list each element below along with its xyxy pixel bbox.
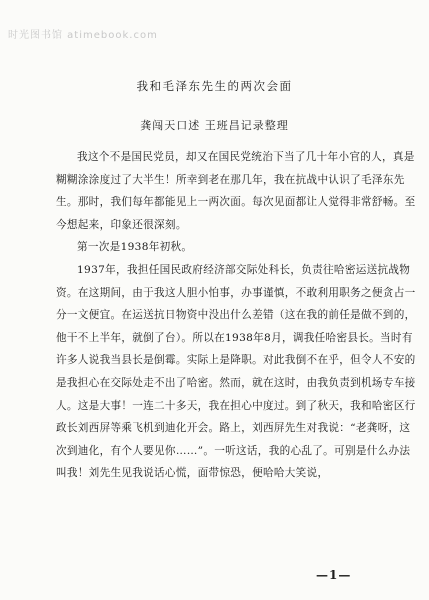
- page-number: —1—: [316, 568, 352, 582]
- watermark: 时光图书馆 atimebook.com: [8, 30, 158, 41]
- paragraph-2: 第一次是1938年初秋。: [77, 241, 193, 254]
- document-title: 我和毛泽东先生的两次会面: [136, 79, 293, 93]
- document-body: [56, 146, 416, 485]
- paragraph-1: 我这个不是国民党员，却又在国民党统治下当了几十年小官的人，真是糊糊涂涂度过了大半生！所幸到老在那几年，我在抗战中认识了毛泽东先生。那时，我们每年都能见上一两次面。每次见面都让人觉得非常舒畅。至今想起来，印象还很深刻。: [56, 151, 416, 231]
- document-subtitle: 龚闯天口述 王班昌记录整理: [140, 119, 289, 132]
- paragraph-3: 1937年，我担任国民政府经济部交际处科长，负责往哈密运送抗战物资。在这期间，由于我这人胆小怕事，办事谨慎，不敢利用职务之便贪占一分一文便宜。在运送抗日物资中没出什么差错（这在我的前任是做不到的，他干不上半年，就倒了台）。所以在1938年8月，调我任哈密县长。当时有许多人说我当县长是倒霉。实际上是降职。对此我倒不在乎，但令人不安的是我担心在交际处走不出了哈密。然而，就在这时，由我负责到机场专车接人。这是大事！一连二十多天，我在担心中度过。到了秋天，我和哈密区行政长刘西屏等乘飞机到迪化开会。路上，刘西屏先生对我说：“老龚呀，这次到迪化，有个人要见你……”。一听这话，我的心乱了。可别是什么办法叫我！刘先生见我说话心慌，面带惊恐，便哈哈大笑说，: [56, 263, 416, 480]
